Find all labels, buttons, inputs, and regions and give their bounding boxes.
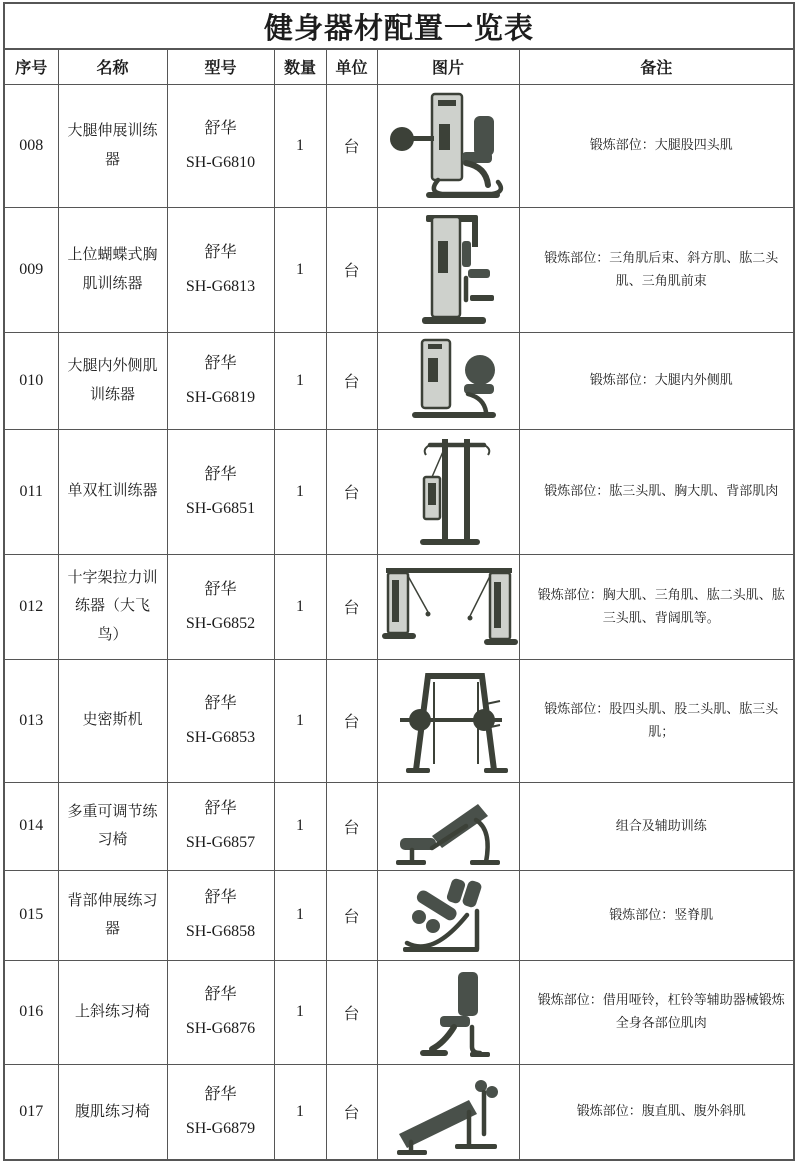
cell-quantity: 1 (274, 84, 326, 207)
cell-remark: 锻炼部位：借用哑铃，杠铃等辅助器械锻炼全身各部位肌肉 (519, 960, 794, 1064)
table-row (4, 782, 794, 870)
model-number: SH-G6813 (185, 277, 256, 295)
table-row (4, 207, 794, 332)
brand-name: 舒华 (204, 800, 237, 818)
cell-unit: 台 (326, 659, 377, 782)
model-number: SH-G6852 (185, 614, 256, 632)
cell-remark: 组合及辅助训练 (519, 782, 794, 870)
model-number: SH-G6810 (185, 153, 256, 171)
model-number: SH-G6853 (185, 728, 256, 746)
cell-model (167, 960, 274, 1064)
cell-quantity: 1 (274, 870, 326, 960)
cell-remark: 锻炼部位：股四头肌、股二头肌、肱三头肌； (519, 659, 794, 782)
cell-quantity: 1 (274, 332, 326, 429)
cell-unit: 台 (326, 207, 377, 332)
cell-equipment-name: 上斜练习椅 (58, 960, 167, 1064)
table-row (4, 554, 794, 659)
brand-name: 舒华 (204, 694, 237, 712)
table-row (4, 960, 794, 1064)
table-row (4, 659, 794, 782)
cell-equipment-name: 背部伸展练习器 (58, 870, 167, 960)
cell-unit: 台 (326, 554, 377, 659)
cell-model (167, 870, 274, 960)
brand-name: 舒华 (204, 986, 237, 1004)
brand-name: 舒华 (204, 243, 237, 261)
brand-name: 舒华 (204, 580, 237, 598)
column-header-model: 型号 (167, 49, 274, 84)
model-number: SH-G6857 (185, 834, 256, 851)
cell-serial-number: 014 (4, 782, 58, 870)
cell-remark: 锻炼部位：腹直肌、腹外斜肌 (519, 1064, 794, 1160)
cell-quantity: 1 (274, 1064, 326, 1160)
cell-model (167, 84, 274, 207)
pec-fly-chest-machine-image (396, 211, 500, 329)
cell-remark: 锻炼部位：三角肌后束、斜方肌、肱二头肌、三角肌前束 (519, 207, 794, 332)
table-row (4, 429, 794, 554)
cell-equipment-name: 十字架拉力训练器（大飞鸟） (58, 554, 167, 659)
cell-remark: 锻炼部位：大腿股四头肌 (519, 84, 794, 207)
cell-unit: 台 (326, 84, 377, 207)
brand-name: 舒华 (204, 1086, 237, 1104)
cell-model (167, 207, 274, 332)
cell-serial-number: 013 (4, 659, 58, 782)
cell-quantity: 1 (274, 659, 326, 782)
cell-picture (377, 207, 519, 332)
brand-name: 舒华 (204, 354, 237, 372)
cable-crossover-machine-image (380, 558, 518, 656)
header-row (4, 49, 794, 84)
smith-machine-image (386, 664, 510, 778)
cell-equipment-name: 单双杠训练器 (58, 429, 167, 554)
cell-serial-number: 011 (4, 429, 58, 554)
thigh-abductor-adductor-machine-image (388, 336, 508, 426)
cell-quantity: 1 (274, 960, 326, 1064)
cell-picture (377, 332, 519, 429)
brand-name: 舒华 (204, 889, 237, 907)
back-extension-bench-image (393, 873, 503, 957)
cell-serial-number: 009 (4, 207, 58, 332)
table-row (4, 84, 794, 207)
cell-model (167, 332, 274, 429)
cell-picture (377, 870, 519, 960)
cell-unit: 台 (326, 332, 377, 429)
column-header-image: 图片 (377, 49, 519, 84)
adjustable-bench-image (388, 786, 508, 866)
cell-remark: 锻炼部位：肱三头肌、胸大肌、背部肌肉 (519, 429, 794, 554)
cell-model (167, 659, 274, 782)
decline-ab-bench-image (385, 1068, 511, 1156)
column-header-qty: 数量 (274, 49, 326, 84)
model-number: SH-G6851 (185, 499, 256, 517)
column-header-name: 名称 (58, 49, 167, 84)
cell-equipment-name: 腹肌练习椅 (58, 1064, 167, 1160)
upright-utility-seat-image (398, 964, 498, 1060)
cell-serial-number: 008 (4, 84, 58, 207)
cell-serial-number: 015 (4, 870, 58, 960)
table-row (4, 870, 794, 960)
cell-unit: 台 (326, 782, 377, 870)
cell-equipment-name: 大腿伸展训练器 (58, 84, 167, 207)
cell-remark: 锻炼部位：大腿内外侧肌 (519, 332, 794, 429)
leg-extension-machine-image (386, 90, 510, 202)
equipment-table (3, 2, 795, 1161)
dip-chin-assist-tower-image (400, 433, 496, 551)
column-header-no: 序号 (4, 49, 58, 84)
cell-quantity: 1 (274, 782, 326, 870)
cell-picture (377, 429, 519, 554)
cell-quantity: 1 (274, 429, 326, 554)
page-title: 健身器材配置一览表 (4, 3, 794, 49)
table-row (4, 332, 794, 429)
cell-remark: 锻炼部位：竖脊肌 (519, 870, 794, 960)
table-row (4, 1064, 794, 1160)
brand-name: 舒华 (204, 465, 237, 483)
cell-serial-number: 012 (4, 554, 58, 659)
brand-name: 舒华 (204, 119, 237, 137)
cell-unit: 台 (326, 1064, 377, 1160)
cell-picture (377, 782, 519, 870)
cell-model (167, 554, 274, 659)
cell-model (167, 782, 274, 870)
cell-serial-number: 010 (4, 332, 58, 429)
model-number: SH-G6858 (185, 923, 256, 940)
cell-model (167, 1064, 274, 1160)
cell-serial-number: 017 (4, 1064, 58, 1160)
cell-picture (377, 960, 519, 1064)
cell-unit: 台 (326, 960, 377, 1064)
cell-remark: 锻炼部位：胸大肌、三角肌、肱二头肌、肱三头肌、背阔肌等。 (519, 554, 794, 659)
cell-equipment-name: 史密斯机 (58, 659, 167, 782)
cell-equipment-name: 大腿内外侧肌训练器 (58, 332, 167, 429)
column-header-remark: 备注 (519, 49, 794, 84)
column-header-unit: 单位 (326, 49, 377, 84)
cell-picture (377, 554, 519, 659)
model-number: SH-G6819 (185, 388, 256, 406)
cell-picture (377, 84, 519, 207)
cell-unit: 台 (326, 429, 377, 554)
title-row (4, 3, 794, 49)
cell-serial-number: 016 (4, 960, 58, 1064)
cell-quantity: 1 (274, 554, 326, 659)
cell-picture (377, 659, 519, 782)
model-number: SH-G6879 (185, 1119, 256, 1137)
model-number: SH-G6876 (185, 1020, 256, 1037)
cell-model (167, 429, 274, 554)
cell-equipment-name: 上位蝴蝶式胸肌训练器 (58, 207, 167, 332)
cell-picture (377, 1064, 519, 1160)
cell-equipment-name: 多重可调节练习椅 (58, 782, 167, 870)
cell-quantity: 1 (274, 207, 326, 332)
cell-unit: 台 (326, 870, 377, 960)
